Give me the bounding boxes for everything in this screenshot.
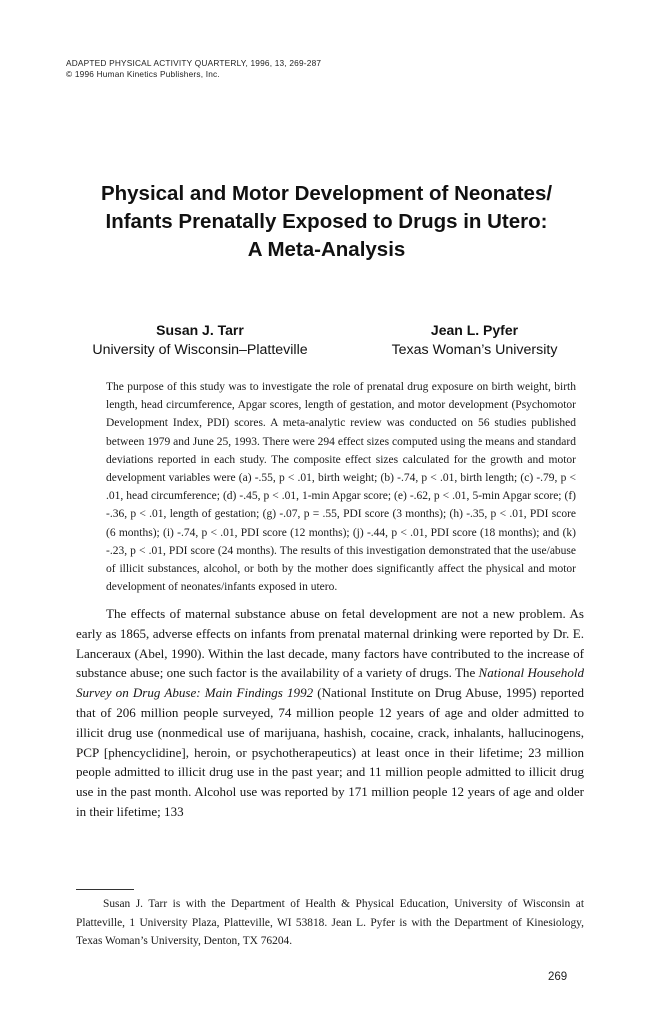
copyright-notice: © 1996 Human Kinetics Publishers, Inc. [66,69,220,79]
page-number: 269 [548,971,568,983]
footnote-divider [76,889,134,890]
body-paragraph [76,604,584,822]
journal-header [66,58,321,80]
author-footnote: Susan J. Tarr is with the Department of Health & Physical Education, University of Wisconsin at Platteville, 1 University Plaza, Platteville, WI 53818. Jean L. Pyfer is with the Department of Kinesiology, Texas Woman’s University, Denton, TX 76204. [76,898,584,947]
author-affiliation: Texas Woman’s University [391,342,558,358]
journal-citation: ADAPTED PHYSICAL ACTIVITY QUARTERLY, 1996, 13, 269-287 [66,58,322,68]
author-name: Susan J. Tarr [156,322,244,338]
body-text-part-1: The effects of maternal substance abuse on fetal development are not a new problem. As early as 1865, adverse effects on infants from prenatal maternal drinking were reported by Dr. E. Lanceraux (Abel, 1990). Within the last decade, many factors have contributed to the increase of substance abuse; one such factor is the availability of a variety of drugs. The [76,606,584,681]
article-title [40,180,613,264]
author-name: Jean L. Pyfer [430,322,519,338]
author-block-pyfer [362,320,587,360]
title-line-1: Physical and Motor Development of Neonates/ [100,182,553,205]
survey-title: National Household Survey on Drug Abuse: Main Findings 1992 [76,665,584,701]
author-block-tarr [60,320,340,360]
title-line-3: A Meta-Analysis [247,238,406,261]
author-affiliation: University of Wisconsin–Platteville [92,342,308,358]
body-text-part-2: (National Institute on Drug Abuse, 1995) reported that of 206 million people surveyed, 74 million people 12 years of age and older admitted to illicit drug use (nonmedical use of marijuana, hashish, cocaine, crack, inhalants, hallucinogens, PCP [phencyclidine], heroin, or psychotherapeutics) at least once in their lifetime; 23 million people admitted to illicit drug use in the past year; and 11 million people admitted to illicit drug use in the past month. Alcohol use was reported by 171 million people 12 years of age and older in their lifetime; 133 [76,685,584,819]
abstract: The purpose of this study was to investigate the role of prenatal drug exposure on birth weight, birth length, head circumference, Apgar scores, length of gestation, and motor development (Psychomotor Development Index, PDI) scores. A meta-analytic review was conducted on 56 studies published between 1979 and June 25, 1993. There were 294 effect sizes computed using the means and standard deviations reported in each study. The composite effect sizes calculated for the growth and motor development variables were (a) -.55, p < .01, birth weight; (b) -.74, p < .01, birth length; (c) -.79, p < .01, head circumference; (d) -.45, p < .01, 1-min Apgar score; (e) -.62, p < .01, 5-min Apgar score; (f) -.36, p < .01, length of gestation; (g) -.07, p = .55, PDI score (3 months); (h) -.35, p < .01, PDI score (6 months); (i) -.74, p < .01, PDI score (12 months); (j) -.44, p < .01, PDI score (18 months); and (k) -.23, p < .01, PDI score (24 months). The results of this investigation demonstrated that the use/abuse of illicit substances, alcohol, or both by the mother does significantly affect the physical and motor development of neonates/infants exposed in utero. [106,381,576,594]
title-line-2: Infants Prenatally Exposed to Drugs in Utero: [105,210,548,233]
